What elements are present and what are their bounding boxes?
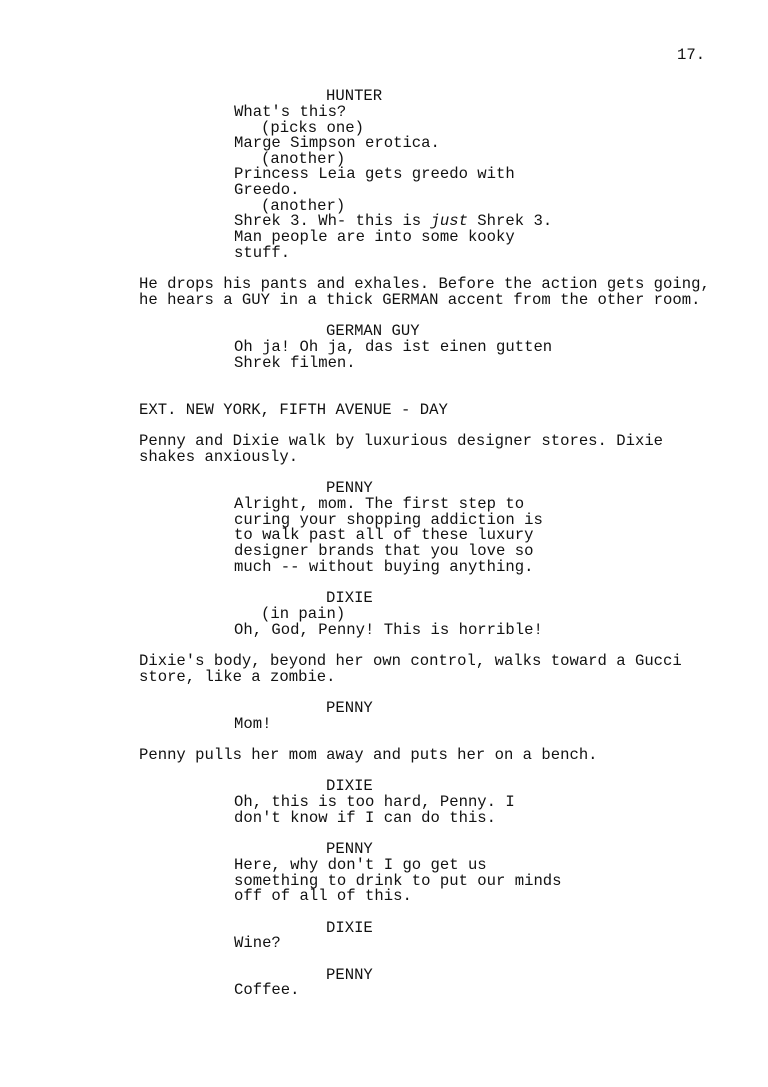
character-name: PENNY xyxy=(326,840,373,858)
action-line: Penny and Dixie walk by luxurious designer stores. Dixie xyxy=(139,432,664,450)
parenthetical: (in pain) xyxy=(261,605,346,623)
dialogue-line: Greedo. xyxy=(234,181,300,199)
dialogue-line: Princess Leia gets greedo with xyxy=(234,165,515,183)
dialogue-line: Alright, mom. The first step to xyxy=(234,495,525,513)
character-name: DIXIE xyxy=(326,919,373,937)
parenthetical: (another) xyxy=(261,197,346,215)
action-line: He drops his pants and exhales. Before the action gets going, xyxy=(139,275,710,293)
character-name: HUNTER xyxy=(326,87,383,105)
dialogue-line: Wine? xyxy=(234,934,281,952)
dialogue-line: much -- without buying anything. xyxy=(234,558,534,576)
character-name: PENNY xyxy=(326,966,373,984)
dialogue-line: Coffee. xyxy=(234,981,300,999)
character-name: GERMAN GUY xyxy=(326,322,420,340)
dialogue-line: off of all of this. xyxy=(234,887,412,905)
dialogue-line: something to drink to put our minds xyxy=(234,872,562,890)
action-line: shakes anxiously. xyxy=(139,448,299,466)
dialogue-line: Oh ja! Oh ja, das ist einen gutten xyxy=(234,338,553,356)
dialogue-line: curing your shopping addiction is xyxy=(234,511,543,529)
dialogue-line: Here, why don't I go get us xyxy=(234,856,487,874)
dialogue-line: Man people are into some kooky xyxy=(234,228,515,246)
dialogue-line: stuff. xyxy=(234,244,291,262)
dialogue-line: What's this? xyxy=(234,103,347,121)
action-line: store, like a zombie. xyxy=(139,668,336,686)
page-number: 17. xyxy=(677,46,706,64)
parenthetical: (another) xyxy=(261,150,346,168)
dialogue-line: don't know if I can do this. xyxy=(234,809,497,827)
dialogue-line: Oh, this is too hard, Penny. I xyxy=(234,793,515,811)
dialogue-line: Shrek filmen. xyxy=(234,354,356,372)
dialogue-line: to walk past all of these luxury xyxy=(234,526,534,544)
parenthetical: (picks one) xyxy=(261,119,364,137)
dialogue-line: Marge Simpson erotica. xyxy=(234,134,440,152)
character-name: DIXIE xyxy=(326,777,373,795)
action-line: Penny pulls her mom away and puts her on a bench. xyxy=(139,746,598,764)
dialogue-line: Mom! xyxy=(234,715,272,733)
scene-heading: EXT. NEW YORK, FIFTH AVENUE - DAY xyxy=(139,401,448,419)
action-line: Dixie's body, beyond her own control, walks toward a Gucci xyxy=(139,652,682,670)
dialogue-line: designer brands that you love so xyxy=(234,542,534,560)
dialogue-emphasis: just xyxy=(430,212,468,230)
character-name: DIXIE xyxy=(326,589,373,607)
dialogue-text: Shrek 3. xyxy=(467,212,553,230)
dialogue-line: Oh, God, Penny! This is horrible! xyxy=(234,621,543,639)
dialogue-text: Shrek 3. Wh- this is xyxy=(234,212,431,230)
character-name: PENNY xyxy=(326,479,373,497)
action-line: he hears a GUY in a thick GERMAN accent from the other room. xyxy=(139,291,701,309)
character-name: PENNY xyxy=(326,699,373,717)
dialogue-line xyxy=(234,213,552,229)
